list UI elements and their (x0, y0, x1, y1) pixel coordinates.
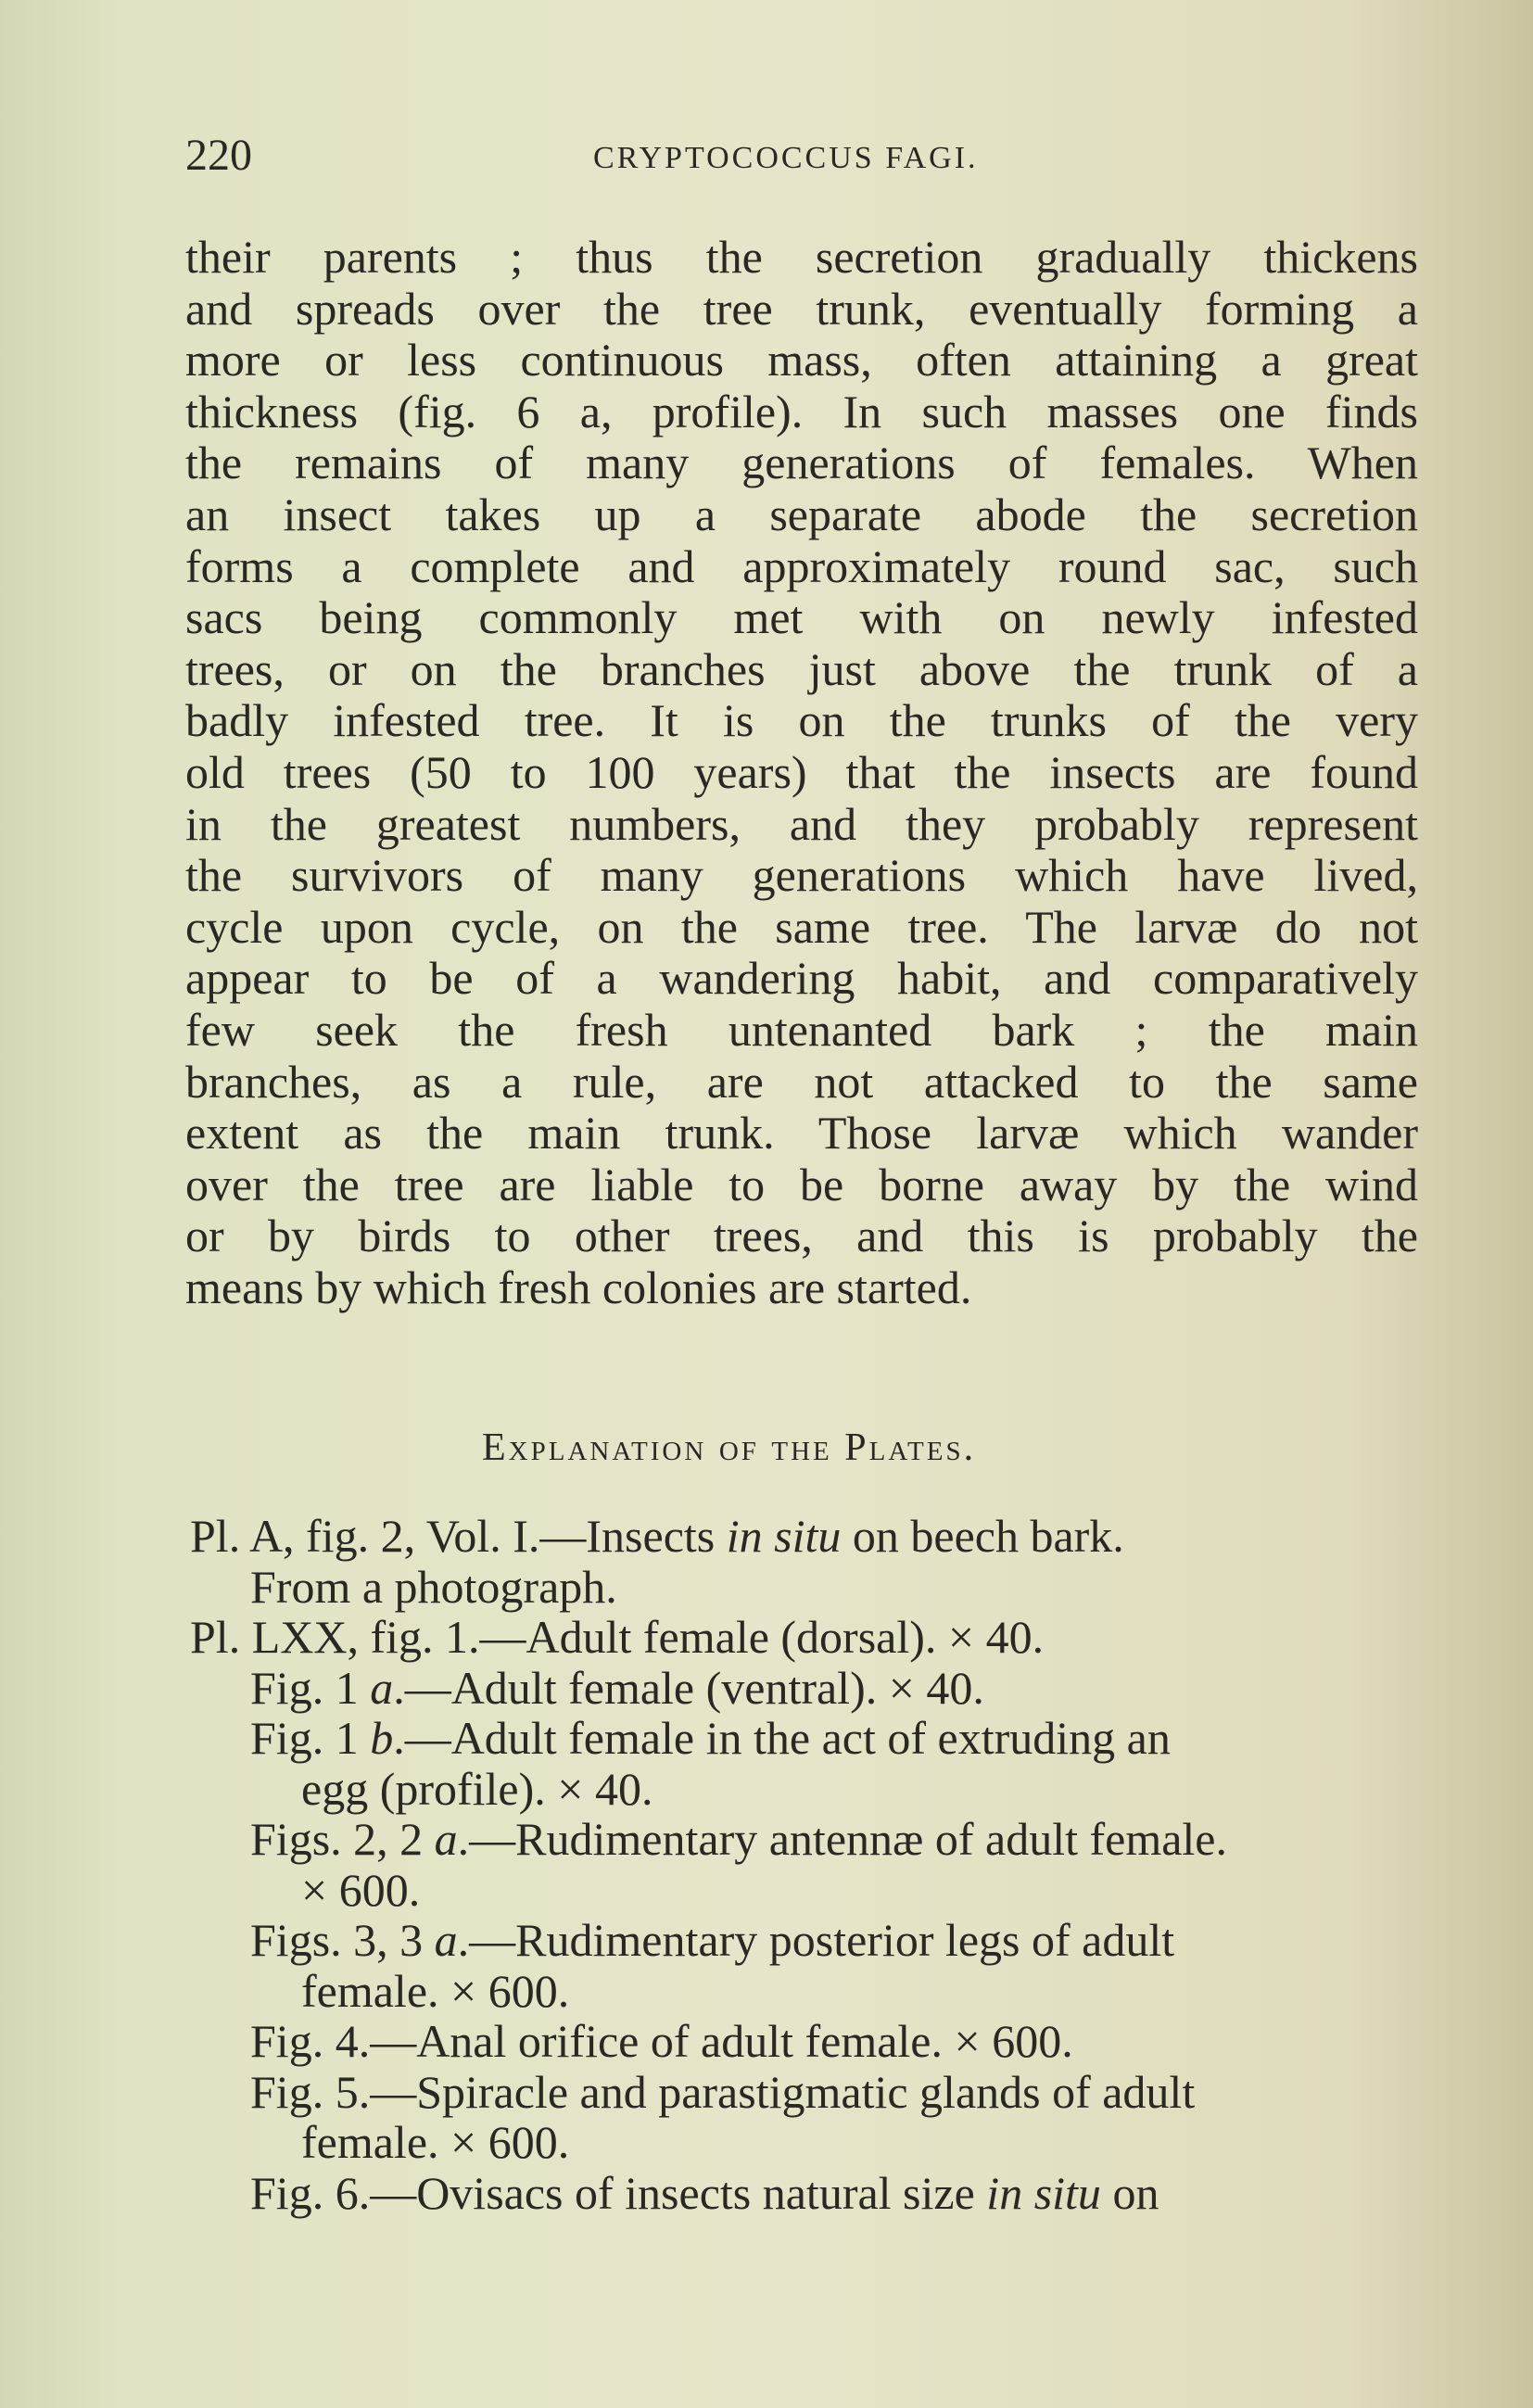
plate-entry: Pl. A, fig. 2, Vol. I.—Insects in situ on beech bark. (190, 1510, 1124, 1562)
text-line: and spreads over the tree trunk, eventually forming a (185, 282, 1418, 335)
text-line: in the greatest numbers, and they probably represent (185, 797, 1418, 850)
text-line: sacs being commonly met with on newly infested (185, 591, 1418, 644)
figure-entry: Fig. 6.—Ovisacs of insects natural size in situ on (250, 2166, 1159, 2219)
plate-entry-continued: From a photograph. (250, 1560, 617, 1613)
section-heading: Explanation of the Plates. (482, 1426, 977, 1469)
text-line: few seek the fresh untenanted bark ; the main (185, 1003, 1418, 1056)
text-line: badly infested tree. It is on the trunks of the very (185, 694, 1418, 747)
text-line: the survivors of many generations which have lived, (185, 849, 1418, 902)
text-line: extent as the main trunk. Those larvæ which wander (185, 1107, 1418, 1160)
page-number: 220 (185, 131, 252, 180)
figure-entry-continued: egg (profile). × 40. (301, 1762, 653, 1815)
text-line: branches, as a rule, are not attacked to the same (185, 1055, 1418, 1108)
body-paragraph (185, 232, 1418, 1313)
text-line: old trees (50 to 100 years) that the insects are found (185, 745, 1418, 798)
figure-entry-continued: female. × 600. (301, 2116, 570, 2168)
text-line: appear to be of a wandering habit, and comparatively (185, 952, 1418, 1005)
running-title: CRYPTOCOCCUS FAGI. (593, 141, 979, 175)
figure-entry-continued: × 600. (301, 1863, 421, 1916)
figure-entry: Figs. 3, 3 a.—Rudimentary posterior legs of adult (250, 1914, 1175, 1966)
text-line: thickness (fig. 6 a, profile). In such masses one finds (185, 385, 1418, 437)
figure-entry: Figs. 2, 2 a.—Rudimentary antennæ of adult female. (250, 1813, 1227, 1865)
text-line: cycle upon cycle, on the same tree. The larvæ do not (185, 900, 1418, 953)
plates-explanation (190, 1511, 1423, 2218)
text-line: trees, or on the branches just above the trunk of a (185, 642, 1418, 695)
text-line: over the tree are liable to be borne away by the wind (185, 1158, 1418, 1210)
figure-entry: Fig. 5.—Spiracle and parastigmatic glands of adult (250, 2065, 1196, 2118)
text-line: their parents ; thus the secretion gradually thickens (185, 231, 1418, 283)
text-line: means by which fresh colonies are started. (185, 1261, 972, 1313)
text-line: or by birds to other trees, and this is probably the (185, 1210, 1418, 1262)
text-line: an insect takes up a separate abode the secretion (185, 488, 1418, 540)
figure-entry-continued: female. × 600. (301, 1964, 570, 2017)
text-line: forms a complete and approximately round sac, such (185, 539, 1418, 592)
text-line: more or less continuous mass, often attaining a great (185, 334, 1418, 387)
text-line: the remains of many generations of females. When (185, 437, 1418, 489)
figure-entry: Fig. 1 a.—Adult female (ventral). × 40. (250, 1661, 984, 1714)
plate-entry: Pl. LXX, fig. 1.—Adult female (dorsal). × 40. (190, 1611, 1045, 1663)
figure-entry: Fig. 4.—Anal orifice of adult female. × 600. (250, 2015, 1073, 2067)
figure-entry: Fig. 1 b.—Adult female in the act of extruding an (250, 1712, 1171, 1764)
